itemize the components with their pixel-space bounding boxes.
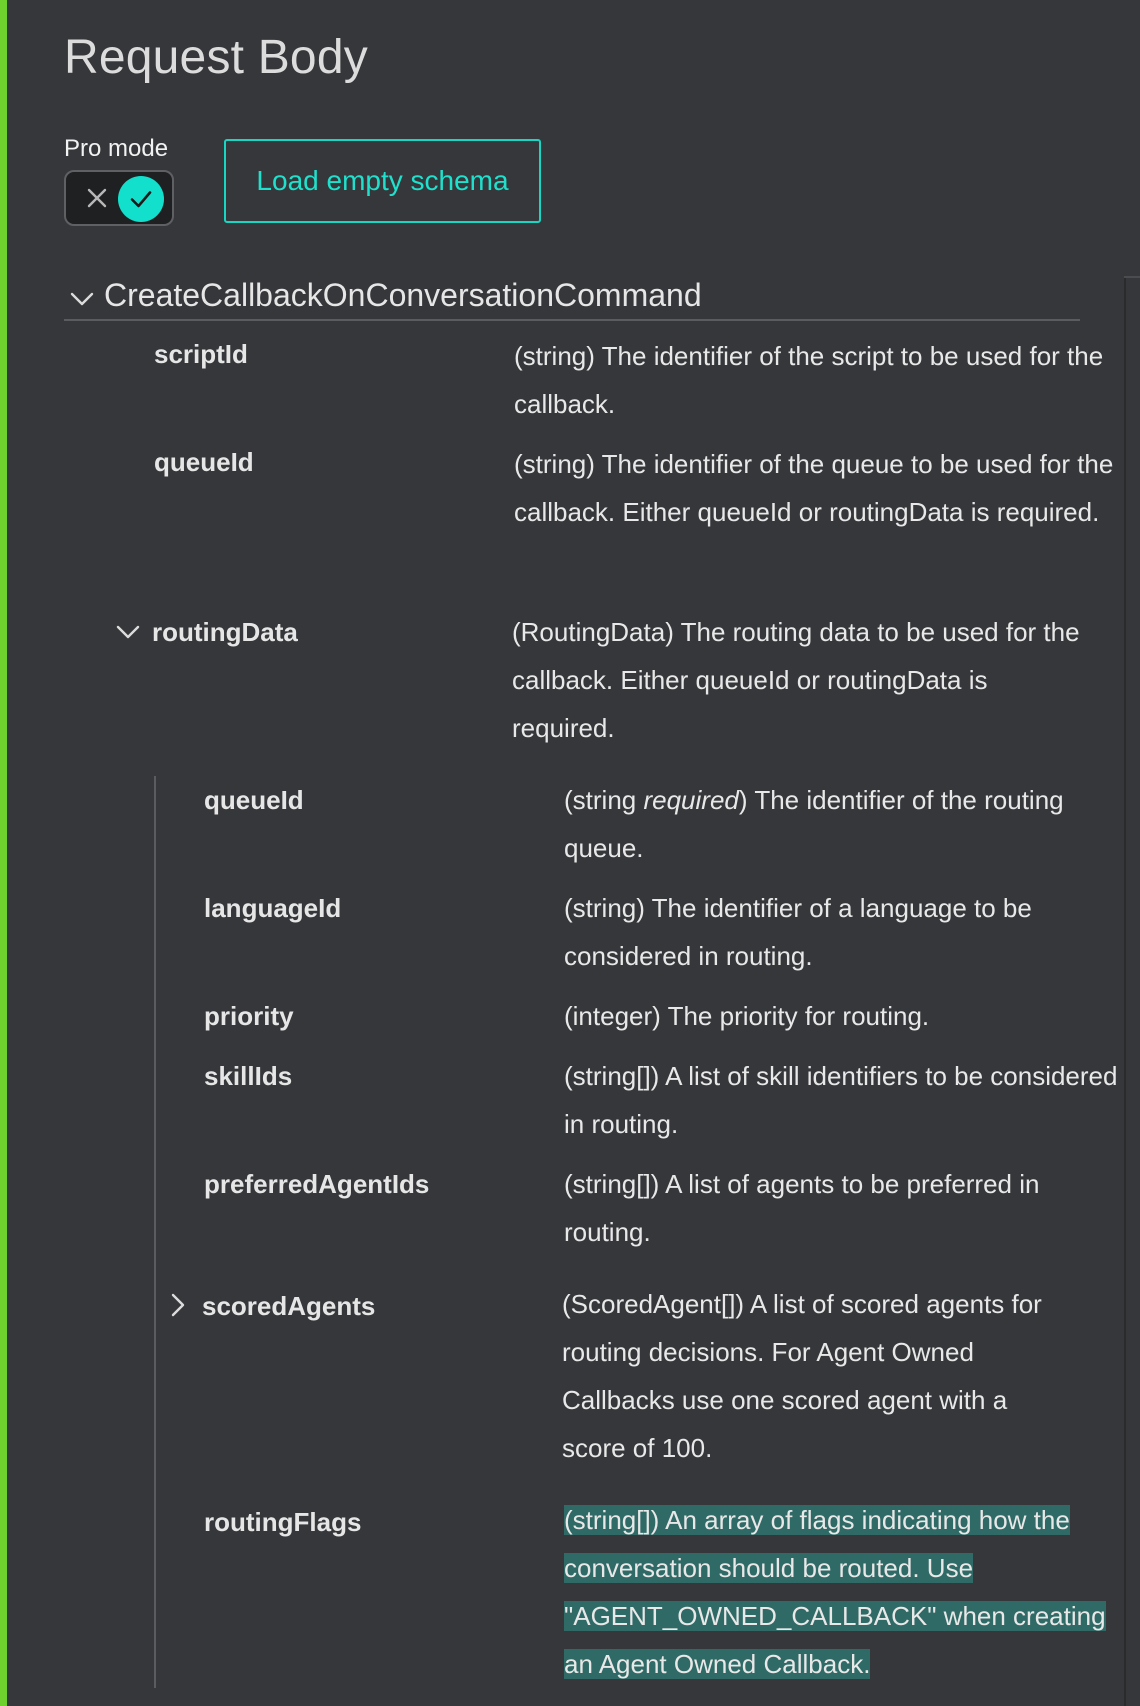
scroll-track-cap bbox=[1124, 276, 1140, 278]
property-type: (string) bbox=[514, 449, 595, 479]
property-text: A list of scored agents for routing decisions. For Agent Owned Callbacks use one scored agent with a score of 100. bbox=[562, 1289, 1042, 1463]
property-text: An array of flags indicating how the conversation should be routed. Use "AGENT_OWNED_CALLBACK" when creating an Agent Owned Callback. bbox=[564, 1505, 1106, 1679]
property-name: routingFlags bbox=[204, 1507, 362, 1537]
property-description-highlighted bbox=[564, 1496, 1124, 1688]
property-type: (ScoredAgent[]) bbox=[562, 1289, 745, 1319]
load-empty-schema-button[interactable]: Load empty schema bbox=[224, 139, 541, 223]
left-accent-bar bbox=[0, 0, 7, 1706]
required-flag: required bbox=[643, 785, 739, 815]
property-name: languageId bbox=[204, 893, 342, 923]
property-description bbox=[514, 440, 1124, 536]
chevron-down-icon[interactable] bbox=[68, 285, 96, 318]
property-name[interactable]: routingData bbox=[152, 617, 298, 647]
property-description bbox=[512, 608, 1092, 752]
property-name[interactable]: scoredAgents bbox=[202, 1291, 376, 1321]
property-name: scriptId bbox=[154, 339, 248, 369]
property-text: A list of agents to be preferred in routing. bbox=[564, 1169, 1040, 1247]
property-text: The identifier of the script to be used for the callback. bbox=[514, 341, 1104, 419]
property-type: (string[]) bbox=[564, 1061, 660, 1091]
check-icon bbox=[129, 187, 153, 211]
property-description bbox=[564, 992, 1124, 1040]
property-description bbox=[564, 1052, 1124, 1148]
property-name: queueId bbox=[154, 447, 254, 477]
nested-indent-line bbox=[154, 776, 156, 1688]
pro-mode-toggle[interactable] bbox=[64, 170, 174, 226]
property-description bbox=[514, 332, 1124, 428]
property-type: (RoutingData) bbox=[512, 617, 674, 647]
property-description bbox=[564, 1160, 1124, 1256]
property-name: priority bbox=[204, 1001, 294, 1031]
property-type: (integer) bbox=[564, 1001, 661, 1031]
property-type: (string) bbox=[564, 893, 645, 923]
close-icon bbox=[82, 183, 112, 213]
property-text: The priority for routing. bbox=[667, 1001, 930, 1031]
property-name: skillIds bbox=[204, 1061, 293, 1091]
property-text: The identifier of a language to be considered in routing. bbox=[564, 893, 1032, 971]
type-suffix: ) bbox=[738, 785, 748, 815]
property-text: The identifier of the queue to be used for the callback. Either queueId or routingData is required. bbox=[514, 449, 1114, 527]
property-type: (string[]) bbox=[564, 1505, 660, 1535]
pro-mode-label: Pro mode bbox=[64, 135, 169, 162]
property-name: queueId bbox=[204, 785, 304, 815]
property-description bbox=[564, 776, 1124, 872]
page-title: Request Body bbox=[64, 31, 368, 84]
property-name: preferredAgentIds bbox=[204, 1169, 430, 1199]
property-text: The routing data to be used for the callback. Either queueId or routingData is required. bbox=[512, 617, 1080, 743]
chevron-down-icon[interactable] bbox=[114, 618, 142, 651]
property-description bbox=[564, 884, 1124, 980]
property-type: (string) bbox=[514, 341, 595, 371]
property-text: A list of skill identifiers to be considered in routing. bbox=[564, 1061, 1118, 1139]
scroll-track[interactable] bbox=[1124, 276, 1126, 1706]
property-type: (string[]) bbox=[564, 1169, 660, 1199]
property-type bbox=[564, 785, 748, 815]
property-description bbox=[562, 1280, 1072, 1472]
schema-section-header[interactable] bbox=[64, 275, 1080, 321]
schema-title: CreateCallbackOnConversationCommand bbox=[104, 277, 702, 313]
selected-text bbox=[564, 1505, 1106, 1679]
property-text: The identifier of the routing queue. bbox=[564, 785, 1064, 863]
toggle-knob bbox=[118, 176, 164, 222]
type-prefix: (string bbox=[564, 785, 644, 815]
chevron-right-icon[interactable] bbox=[164, 1291, 192, 1324]
